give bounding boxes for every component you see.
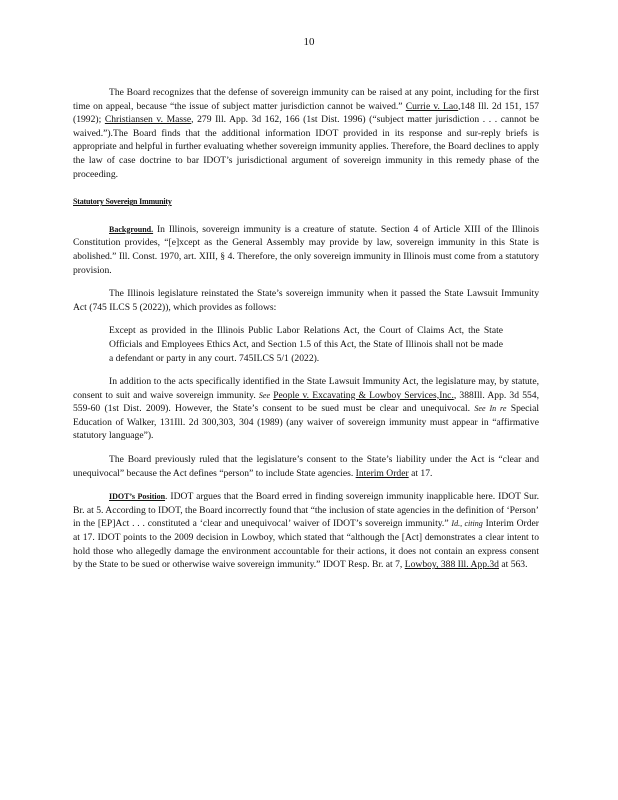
- paragraph-addition: [73, 375, 539, 443]
- paragraph-text: In Illinois, sovereign immunity is a creature of statute. Section 4 of Article XIII of the Illinois Constitution provides, “[e]xcept as the General Assembly may provide by law, sovereign immunity in this State is abolished.” Ill. Const. 1970, art. XIII, § 4. Therefore, the only sovereign immunity in Illinois must come from a statutory provision.: [73, 223, 539, 276]
- paragraph-text: at 17.: [411, 467, 433, 479]
- paragraph-text: , 388Ill. App. 3d 554, 559-60 (1st Dist. 2009). However, the State’s consent to be sued must be clear and unequivocal.: [73, 389, 539, 415]
- section-heading-text: Statutory Sovereign Immunity: [73, 197, 172, 207]
- quote-text: Except as provided in the Illinois Public Labor Relations Act, the Court of Claims Act, the State Officials and Employees Ethics Act, and Section 1.5 of this Act, the State of Illinois shall not be made a defendant or party in any court. 745ILCS 5/1 (2022).: [109, 325, 503, 364]
- signal-see: See: [258, 390, 271, 400]
- case-citation: Lowboy, 388 Ill. App.3d: [404, 559, 499, 571]
- case-citation: Currie v. Lao: [405, 100, 458, 112]
- paragraph-sovereign-immunity-intro: [73, 86, 539, 181]
- idot-lead: IDOT’s Position: [109, 492, 166, 502]
- paragraph-previously: [73, 453, 539, 480]
- page-number: 10: [303, 36, 315, 48]
- paragraph-text: Special Education of Walker, 131Ill. 2d 300,303, 304 (1989) (any waiver of sovereign immunity must appear in “affirmative statutory language”).: [73, 403, 540, 442]
- signal-id-citing: Id., citing: [451, 519, 483, 529]
- signal-see-in-re: See In re: [474, 404, 507, 414]
- paragraph-text: Interim Order at 17. IDOT points to the 2009 decision in Lowboy, which stated that “although the [Act] demonstrates a clear intent to hold those who allegedly damage the environment accountable for their actions, it does not contain an express consent by the State to be sued or otherwise waive sovereign immunity.” IDOT Resp. Br. at 7,: [73, 518, 539, 571]
- paragraph-text: The Illinois legislature reinstated the State’s sovereign immunity when it passed the State Lawsuit Immunity Act (745 ILCS 5 (2022)), which provides as follows:: [73, 288, 539, 313]
- section-heading: [73, 195, 539, 209]
- paragraph-text: The Board previously ruled that the legislature’s consent to the State’s liability under the Act is “clear and unequivocal” because the Act defines “person” to include State agencies.: [73, 454, 539, 479]
- paragraph-text: ,148 Ill. 2d 151, 157 (1992);: [73, 100, 539, 126]
- case-citation: Interim Order: [355, 467, 409, 479]
- case-citation: Christiansen v. Masse: [104, 114, 192, 126]
- paragraph-text: The Board recognizes that the defense of sovereign immunity can be raised at any point, including for the first time on appeal, because “the issue of subject matter jurisdiction cannot be waived.”: [73, 87, 539, 112]
- paragraph-idot-position: [73, 490, 539, 572]
- paragraph-background: [73, 223, 539, 277]
- paragraph-text: at 563.: [501, 559, 528, 571]
- case-citation: People v. Excavating & Lowboy Services,Inc.: [273, 389, 454, 401]
- document-body: [73, 86, 539, 582]
- paragraph-text: In addition to the acts specifically identified in the State Lawsuit Immunity Act, the legislature may, by statute, consent to suit and waive sovereign immunity.: [73, 376, 539, 401]
- paragraph-text: . IDOT argues that the Board erred in finding sovereign immunity inapplicable here. IDOT Sur. Br. at 5. According to IDOT, the Board incorrectly found that “the inclusion of state agencies in the definition of ‘Person’ in the [EP]Act . . . constituted a ‘clear and unequivocal’ waiver of IDOT’s sovereign immunity.”: [73, 491, 540, 530]
- background-lead: Background.: [109, 224, 154, 234]
- block-quote: [109, 324, 503, 365]
- paragraph-legislature: [73, 287, 539, 314]
- paragraph-text: , 279 Ill. App. 3d 162, 166 (1st Dist. 1996) (“subject matter jurisdiction . . . cannot be waived.”).The Board finds that the additional information IDOT provided in its response and sur-reply briefs is appropriate and helpful in further evaluating whether sovereign immunity applies. Therefore, the Board declines to apply the law of case doctrine to bar IDOT’s jurisdictional argument of sovereign immunity in this remedy phase of the proceeding.: [73, 114, 539, 180]
